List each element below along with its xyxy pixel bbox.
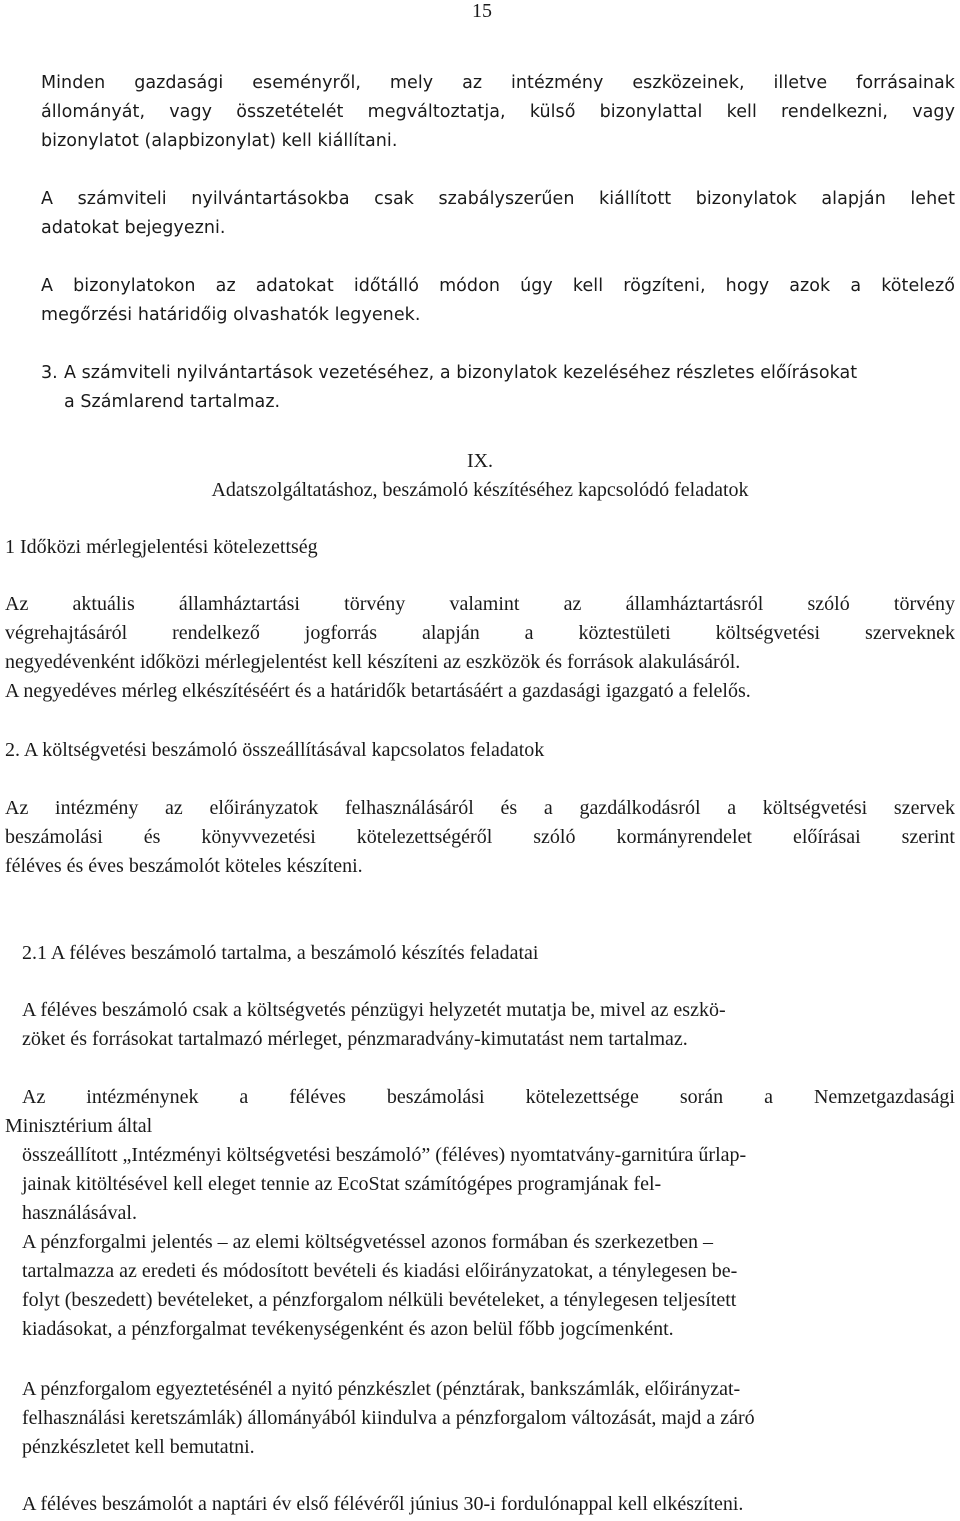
paragraph-report-forms — [22, 1141, 942, 1344]
paragraph-data-recording — [41, 272, 955, 330]
text-line: féléves és éves beszámolót köteles készíteni. — [5, 855, 363, 877]
text-line: A pénzforgalom egyeztetésénél a nyitó pénzkészlet (pénztárak, bankszámlák, előirányzat- — [22, 1378, 741, 1400]
text-line: A féléves beszámolót a naptári év első félévéről június 30-i fordulónappal kell elkészíteni. — [22, 1493, 744, 1515]
text-line: állományát, vagy összetételét megváltoztatja, külső bizonylattal kell rendelkezni, vagy — [41, 102, 955, 122]
text-line: a Számlarend tartalmaz. — [64, 392, 281, 412]
text-line: Minden gazdasági eseményről, mely az intézmény eszközeinek, illetve forrásainak — [41, 73, 955, 93]
text-line: A bizonylatokon az adatokat időtálló módon úgy kell rögzíteni, hogy azok a kötelező — [41, 276, 955, 296]
text-line: beszámolási és könyvvezetési kötelezettségéről szóló kormányrendelet előírásai szerint — [5, 826, 955, 848]
text-line: végrehajtásáról rendelkező jogforrás alapján a köztestületi költségvetési szerveknek — [5, 622, 955, 644]
chapter-number: IX. — [466, 450, 494, 472]
text-line: adatokat bejegyezni. — [41, 218, 226, 238]
text-line: tartalmazza az eredeti és módosított bevételi és kiadási előirányzatokat, a ténylegesen be- — [22, 1260, 738, 1282]
text-line: pénzkészletet kell bemutatni. — [22, 1436, 255, 1458]
text-line: negyedévenként időközi mérlegjelentést kell készíteni az eszközök és források alakulásáról. — [5, 651, 741, 673]
text-line: Minisztérium által — [5, 1115, 153, 1137]
subsection-heading: 2.1 A féléves beszámoló tartalma, a beszámoló készítés feladatai — [22, 942, 539, 964]
text-line: használásával. — [22, 1202, 137, 1224]
page-number: 15 — [472, 0, 492, 22]
text-line: A számviteli nyilvántartásokba csak szabályszerűen kiállított bizonylatok alapján lehet — [41, 189, 955, 209]
text-line: A féléves beszámoló csak a költségvetés pénzügyi helyzetét mutatja be, mivel az eszkö- — [22, 999, 726, 1021]
text-line: kiadásokat, a pénzforgalmat tevékenységenként és azon belül főbb jogcímenként. — [22, 1318, 674, 1340]
section-heading: 2. A költségvetési beszámoló összeállításával kapcsolatos feladatok — [5, 739, 545, 761]
text-line: Az intézménynek a féléves beszámolási kötelezettsége során a Nemzetgazdasági — [22, 1086, 955, 1108]
text-line: felhasználási keretszámlák) állományából kiindulva a pénzforgalom változását, majd a záró — [22, 1407, 755, 1429]
text-line: A pénzforgalmi jelentés – az elemi költségvetéssel azonos formában és szerkezetben – — [22, 1231, 714, 1253]
paragraph-budget-report — [5, 794, 955, 881]
list-number: 3. — [41, 363, 58, 383]
text-line: Az intézmény az előirányzatok felhasználásáról és a gazdálkodásról a költségvetési szervek — [5, 797, 955, 819]
text-line: zöket és forrásokat tartalmazó mérleget, pénzmaradvány-kimutatást nem tartalmaz. — [22, 1028, 688, 1050]
text-line: megőrzési határidőig olvashatók legyenek. — [41, 305, 421, 325]
paragraph-cash-reconciliation — [22, 1375, 942, 1462]
text-line: bizonylatot (alapbizonylat) kell kiállítani. — [41, 131, 398, 151]
paragraph-source-documents — [41, 69, 955, 156]
paragraph-half-year-report — [22, 996, 922, 1054]
text-line: folyt (beszedett) bevételeket, a pénzforgalom nélküli bevételeket, a ténylegesen teljesített — [22, 1289, 737, 1311]
paragraph-ministry-obligation — [5, 1083, 955, 1141]
section-heading: 1 Időközi mérlegjelentési kötelezettség — [5, 536, 318, 558]
chapter-title: Adatszolgáltatáshoz, beszámoló készítéséhez kapcsolódó feladatok — [211, 479, 749, 501]
paragraph-reporting-date — [22, 1490, 952, 1519]
text-line: összeállított „Intézményi költségvetési beszámoló” (féléves) nyomtatvány-garnitúra űrlap- — [22, 1144, 747, 1166]
paragraph-accounting-rules — [64, 359, 940, 417]
paragraph-interim-balance — [5, 590, 955, 706]
text-line: A számviteli nyilvántartások vezetéséhez, a bizonylatok kezeléséhez részletes előírásokat — [64, 363, 858, 383]
text-line: jainak kitöltésével kell eleget tennie az EcoStat számítógépes programjának fel- — [22, 1173, 662, 1195]
text-line: A negyedéves mérleg elkészítéséért és a határidők betartásáért a gazdasági igazgató a felelős. — [5, 680, 751, 702]
text-line: Az aktuális államháztartási törvény valamint az államháztartásról szóló törvény — [5, 593, 955, 615]
paragraph-records-entry — [41, 185, 955, 243]
